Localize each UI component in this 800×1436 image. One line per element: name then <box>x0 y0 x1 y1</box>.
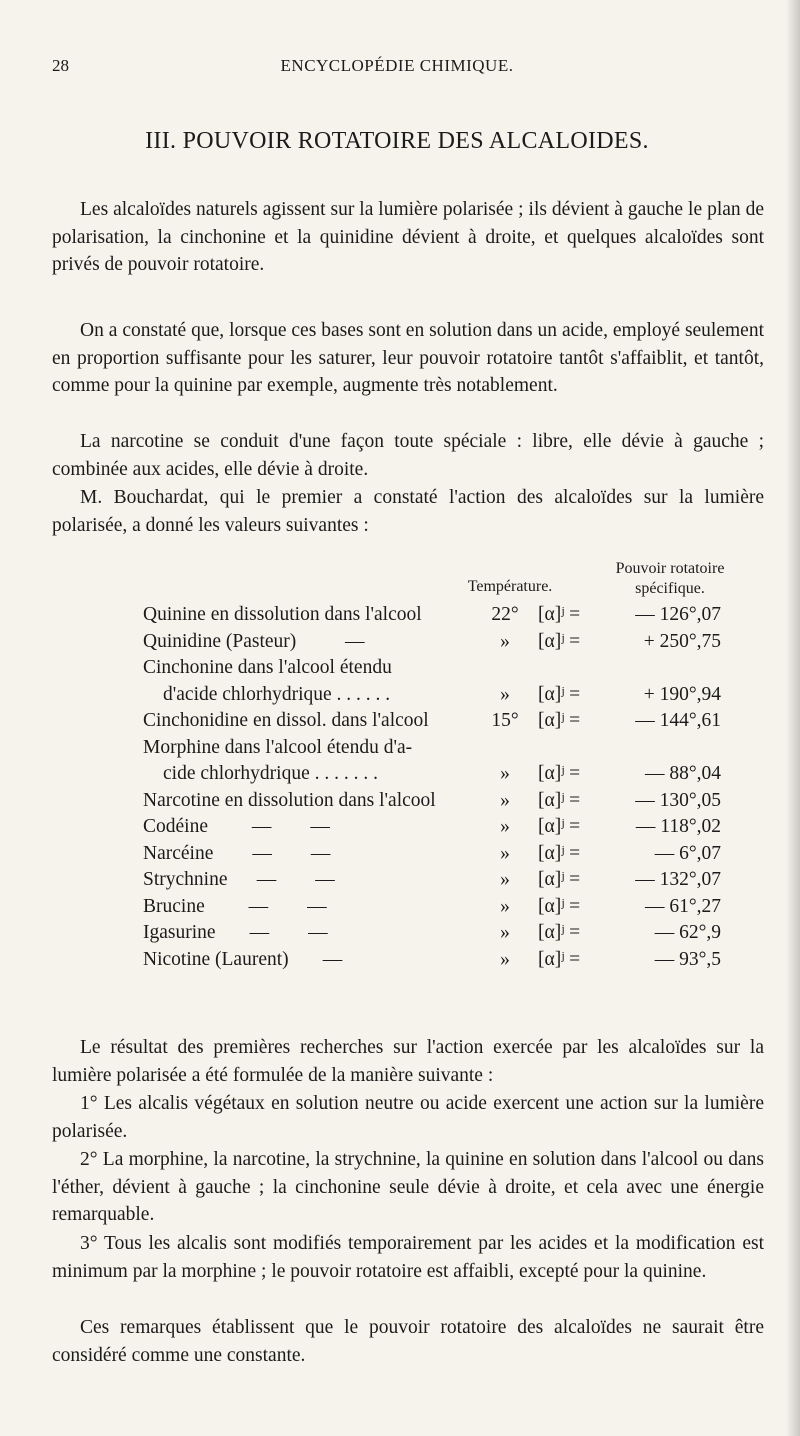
running-header <box>52 56 742 78</box>
rotatory-power-value: — 61°,27 <box>644 895 721 917</box>
substance-name: Narcéine — — <box>143 842 331 864</box>
rotatory-power-value: — 130°,05 <box>635 789 721 811</box>
rotatory-power-value: — 62°,9 <box>654 922 721 943</box>
temperature-value: » <box>500 683 510 705</box>
rotatory-power-value: — 118°,02 <box>635 816 721 837</box>
column-header-rotatory-line2: spécifique. <box>635 580 705 597</box>
section-title: III. POUVOIR ROTATOIRE DES ALCALOIDES. <box>145 128 649 154</box>
substance-name-continuation: cide chlorhydrique . . . . . . . <box>163 763 378 784</box>
rotatory-power-value: — 132°,07 <box>635 869 721 890</box>
substance-name: Narcotine en dissolution dans l'alcool <box>143 789 436 811</box>
rotatory-power-value: — 6°,07 <box>654 842 721 864</box>
substance-name-continuation: d'acide chlorhydrique . . . . . . <box>163 683 391 705</box>
column-header-rotatory-line1: Pouvoir rotatoire <box>615 560 725 577</box>
finding-1-paragraph: 1° Les alcalis végétaux en solution neutre ou acide exercent une action sur la lumière polarisée. <box>52 1093 764 1142</box>
table-row <box>143 790 723 817</box>
table-row <box>143 843 723 870</box>
table-row <box>143 657 723 684</box>
rotatory-power-value: + 250°,75 <box>643 630 721 652</box>
bouchardat-paragraph: M. Bouchardat, qui le premier a constaté l'action des alcaloïdes sur la lumière polarisée, a donné les valeurs suivantes : <box>52 487 764 536</box>
rotation-symbol: [α]ʲ = <box>538 948 581 970</box>
rotation-symbol: [α]ʲ = <box>538 683 581 705</box>
substance-name: Brucine — — <box>143 895 327 917</box>
finding-3-paragraph: 3° Tous les alcalis sont modifiés temporairement par les acides et la modification est minimum par la morphine ; le pouvoir rotatoire est affaibli, excepté pour la quinine. <box>52 1233 764 1282</box>
temperature-value: » <box>500 816 510 837</box>
temperature-value: 15° <box>491 710 519 731</box>
rotatory-power-value: + 190°,94 <box>643 683 721 705</box>
conclusion-paragraph: Ces remarques établissent que le pouvoir rotatoire des alcaloïdes ne saurait être considéré comme une constante. <box>52 1317 764 1366</box>
finding-2-paragraph: 2° La morphine, la narcotine, la strychnine, la quinine en solution dans l'alcool ou dans l'éther, dévient à gauche ; la cinchonine seule dévie à droite, et cela avec une énergie remarquable. <box>52 1149 764 1225</box>
temperature-value: 22° <box>491 604 519 625</box>
table-row <box>143 737 723 764</box>
rotation-symbol: [α]ʲ = <box>538 922 581 943</box>
table-row <box>143 922 723 949</box>
results-paragraph: Le résultat des premières recherches sur l'action exercée par les alcaloïdes sur la lumière polarisée a été formulée de la manière suivante : <box>52 1037 764 1086</box>
intro-paragraph: Les alcaloïdes naturels agissent sur la lumière polarisée ; ils dévient à gauche le plan de polarisation, la cinchonine et la quinidine dévient à droite, et quelques alcaloïdes sont privés de pouvoir rotatoire. <box>52 199 764 275</box>
table-row <box>143 604 723 631</box>
table-row <box>143 631 723 658</box>
table-row <box>143 869 723 896</box>
substance-name: Morphine dans l'alcool étendu d'a- <box>143 736 413 758</box>
table-row-continuation <box>143 684 723 711</box>
rotatory-power-value: — 144°,61 <box>635 710 721 731</box>
rotation-symbol: [α]ʲ = <box>538 816 581 837</box>
temperature-value: » <box>500 763 510 784</box>
rotation-symbol: [α]ʲ = <box>538 710 581 731</box>
rotation-symbol: [α]ʲ = <box>538 895 581 917</box>
temperature-value: » <box>500 842 510 864</box>
substance-name: Quinine en dissolution dans l'alcool <box>143 604 422 625</box>
acid-solution-paragraph: On a constaté que, lorsque ces bases sont en solution dans un acide, employé seulement en proportion suffisante pour les saturer, leur pouvoir rotatoire tantôt s'affaiblit, et tantôt, comme pour la quinine par exemple, augmente très notablement. <box>52 320 764 396</box>
temperature-value: » <box>500 789 510 811</box>
table-row-continuation <box>143 763 723 790</box>
rotation-symbol: [α]ʲ = <box>538 630 581 652</box>
rotation-symbol: [α]ʲ = <box>538 869 581 890</box>
rotation-symbol: [α]ʲ = <box>538 789 581 811</box>
column-header-temperature: Température. <box>467 578 553 595</box>
rotation-symbol: [α]ʲ = <box>538 604 581 625</box>
substance-name: Igasurine — — <box>143 922 328 943</box>
page-number: 28 <box>52 56 69 75</box>
temperature-value: » <box>500 922 510 943</box>
table-row <box>143 710 723 737</box>
substance-name: Cinchonidine en dissol. dans l'alcool <box>143 710 429 731</box>
substance-name: Quinidine (Pasteur) — <box>143 630 365 652</box>
column-header-rotatory-power <box>600 559 740 599</box>
substance-name: Codéine — — <box>143 816 330 837</box>
narcotine-paragraph: La narcotine se conduit d'une façon toute spéciale : libre, elle dévie à gauche ; combinée aux acides, elle dévie à droite. <box>52 431 764 480</box>
substance-name: Nicotine (Laurent) — <box>143 948 343 970</box>
substance-name: Cinchonine dans l'alcool étendu <box>143 657 392 678</box>
substance-name: Strychnine — — <box>143 869 335 890</box>
temperature-value: » <box>500 895 510 917</box>
rotation-symbol: [α]ʲ = <box>538 763 581 784</box>
rotatory-power-value: — 93°,5 <box>654 948 721 970</box>
temperature-value: » <box>500 948 510 970</box>
table-row <box>143 896 723 923</box>
table-row <box>143 949 723 976</box>
rotatory-power-value: — 126°,07 <box>635 604 721 625</box>
table-row <box>143 816 723 843</box>
temperature-value: » <box>500 869 510 890</box>
page-edge-shadow <box>786 0 800 1436</box>
temperature-value: » <box>500 630 510 652</box>
rotatory-power-table <box>143 604 723 975</box>
running-title: ENCYCLOPÉDIE CHIMIQUE. <box>280 56 514 75</box>
rotation-symbol: [α]ʲ = <box>538 842 581 864</box>
rotatory-power-value: — 88°,04 <box>644 763 721 784</box>
